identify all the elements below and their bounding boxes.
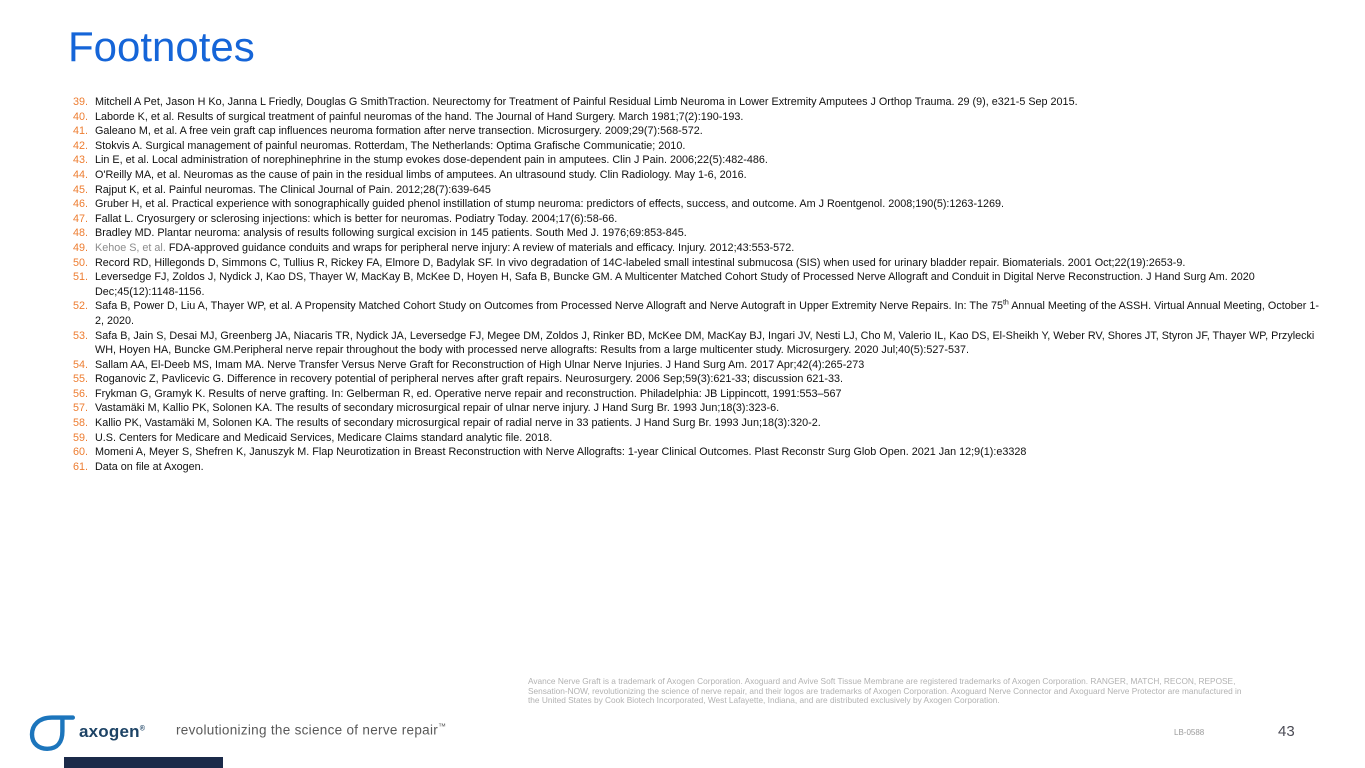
bottom-accent-bar <box>64 757 223 768</box>
footnote-text: Momeni A, Meyer S, Shefren K, Januszyk M. Flap Neurotization in Breast Reconstruction with Nerve Allografts: 1-year Clinical Outcomes. Plast Reconstr Surg Glob Open. 2021 Jan 12;9(1):e3328 <box>95 446 1027 459</box>
footnote-text: Galeano M, et al. A free vein graft cap influences neuroma formation after nerve transection. Microsurgery. 2009;29(7):568-572. <box>95 125 703 138</box>
footnote-item <box>68 124 1326 139</box>
brand-name: axogen <box>79 722 140 741</box>
footnotes-list <box>68 95 1326 474</box>
footnote-text: Bradley MD. Plantar neuroma: analysis of results following surgical excision in 145 patients. South Med J. 1976;69:853-845. <box>95 227 687 240</box>
footnote-number: 46. <box>72 198 88 211</box>
footnote-number: 55. <box>72 373 88 386</box>
legal-text: Avance Nerve Graft is a trademark of Axogen Corporation. Axoguard and Avive Soft Tissue Membrane are registered trademarks of Axogen Corporation. RANGER, MATCH, RECON, REPOSE, Sensation-NOW, revolutionizing the science of nerve repair, and their logos are trademarks of Axogen Corporation. Axoguard Nerve Connector and Axoguard Nerve Protector are manufactured in the United States by Cook Biotech Incorporated, West Lafayette, Indiana, and are distributed exclusively by Axogen Corporation. <box>528 676 1242 706</box>
footnote-text: U.S. Centers for Medicare and Medicaid Services, Medicare Claims standard analytic file. 2018. <box>95 431 553 444</box>
footnote-item <box>68 372 1326 387</box>
footnote-number: 50. <box>72 256 88 269</box>
footnote-item <box>68 329 1326 358</box>
footnote-item <box>68 110 1326 125</box>
footnote-text: Kallio PK, Vastamäki M, Solonen KA. The results of secondary microsurgical repair of radial nerve in 33 patients. J Hand Surg Br. 1993 Jun;18(3):320-2. <box>95 417 821 430</box>
footnote-text: O'Reilly MA, et al. Neuromas as the cause of pain in the residual limbs of amputees. An ultrasound study. Clin Radiology. May 1-6, 2016. <box>95 168 747 181</box>
trademark-mark: ™ <box>438 722 447 731</box>
footnote-text: Data on file at Axogen. <box>95 460 204 473</box>
footnote-number: 58. <box>72 417 88 430</box>
footnote-item <box>68 139 1326 154</box>
footnote-item <box>68 416 1326 431</box>
footnote-text: Kehoe S, et al. FDA-approved guidance conduits and wraps for peripheral nerve injury: A review of materials and efficacy. Injury. 2012;43:553-572. <box>95 241 795 254</box>
footnote-number: 47. <box>72 212 88 225</box>
footnote-item <box>68 153 1326 168</box>
footnote-text: Safa B, Power D, Liu A, Thayer WP, et al. A Propensity Matched Cohort Study on Outcomes from Processed Nerve Allograft and Nerve Autograft in Upper Extremity Nerve Repairs. In: The 75th Annual Meeting of the ASSH. Virtual Annual Meeting, October 1-2, 2020. <box>95 299 1319 327</box>
footnote-text: Record RD, Hillegonds D, Simmons C, Tullius R, Rickey FA, Elmore D, Badylak SF. In vivo degradation of 14C-labeled small intestinal submucosa (SIS) when used for urinary bladder repair. Biomaterials. 2001 Oct;22(19):2653-9. <box>95 256 1186 269</box>
footnote-number: 57. <box>72 402 88 415</box>
footnote-item <box>68 256 1326 271</box>
footnote-item <box>68 241 1326 256</box>
registered-mark: ® <box>139 725 146 733</box>
footnote-number: 51. <box>72 271 88 284</box>
footnote-item <box>68 95 1326 110</box>
footnote-item <box>68 387 1326 402</box>
footnote-text: Roganovic Z, Pavlicevic G. Difference in recovery potential of peripheral nerves after graft repairs. Neurosurgery. 2006 Sep;59(3):621-33; discussion 621-33. <box>95 373 843 386</box>
footnote-number: 40. <box>72 110 88 123</box>
tagline-text: revolutionizing the science of nerve repair <box>176 722 439 738</box>
footnote-number: 41. <box>72 125 88 138</box>
footnote-number: 49. <box>72 241 88 254</box>
footnote-item <box>68 431 1326 446</box>
page-number: 43 <box>1278 723 1295 740</box>
footnote-number: 39. <box>72 96 88 108</box>
tagline <box>176 722 446 738</box>
footnote-text: Safa B, Jain S, Desai MJ, Greenberg JA, Niacaris TR, Nydick JA, Leversedge FJ, Megee DM, Zoldos J, Rinker BD, McKee DM, MacKay BJ, Ingari JV, Nesti LJ, Cho M, Valerio IL, Kao DS, El-Sheikh Y, Weber RV, Shores JT, Styron JF, Thayer WP, Przylecki WH, Hoyen HA, Buncke GM.Peripheral nerve repair throughout the body with processed nerve allografts: Results from a large multicenter study. Microsurgery. 2020 Jul;40(5):527-537. <box>95 329 1315 357</box>
footnote-text: Mitchell A Pet, Jason H Ko, Janna L Friedly, Douglas G SmithTraction. Neurectomy for Treatment of Painful Residual Limb Neuroma in Lower Extremity Amputees J Orthop Trauma. 29 (9), e321-5 Sep 2015. <box>95 96 1078 108</box>
footnote-number: 52. <box>72 300 88 313</box>
footnote-number: 45. <box>72 183 88 196</box>
footnote-text: Gruber H, et al. Practical experience with sonographically guided phenol instillation of stump neuroma: predictors of effects, success, and outcome. Am J Roentgenol. 2008;190(5):1263-1269. <box>95 198 1005 211</box>
footnote-item <box>68 226 1326 241</box>
footnote-text: Sallam AA, El-Deeb MS, Imam MA. Nerve Transfer Versus Nerve Graft for Reconstruction of High Ulnar Nerve Injuries. J Hand Surg Am. 2017 Apr;42(4):265-273 <box>95 358 865 371</box>
footnote-number: 60. <box>72 446 88 459</box>
footnote-text: Leversedge FJ, Zoldos J, Nydick J, Kao DS, Thayer W, MacKay B, McKee D, Hoyen H, Safa B, Buncke GM. A Multicenter Matched Cohort Study of Processed Nerve Allograft and Conduit in Digital Nerve Reconstruction. J Hand Surg Am. 2020 Dec;45(12):1148-1156. <box>95 271 1255 298</box>
footnote-number: 54. <box>72 358 88 371</box>
footnote-item <box>68 460 1326 475</box>
page-title: Footnotes <box>68 23 255 70</box>
footnote-number: 48. <box>72 227 88 240</box>
footnote-number: 53. <box>72 329 88 342</box>
footnote-text: Frykman G, Gramyk K. Results of nerve grafting. In: Gelberman R, ed. Operative nerve repair and reconstruction. Philadelphia: JB Lippincott, 1991:553–567 <box>95 387 842 400</box>
footnote-text: Vastamäki M, Kallio PK, Solonen KA. The results of secondary microsurgical repair of ulnar nerve injury. J Hand Surg Br. 1993 Jun;18(3):323-6. <box>95 402 780 415</box>
footnote-number: 59. <box>72 431 88 444</box>
footnote-text: Fallat L. Cryosurgery or sclerosing injections: which is better for neuromas. Podiatry Today. 2004;17(6):58-66. <box>95 212 618 225</box>
footnote-item <box>68 168 1326 183</box>
footnote-item <box>68 401 1326 416</box>
footnote-item <box>68 270 1326 299</box>
footnote-text: Stokvis A. Surgical management of painful neuromas. Rotterdam, The Netherlands: Optima Grafische Communicatie; 2010. <box>95 139 686 152</box>
footnote-text: Laborde K, et al. Results of surgical treatment of painful neuromas of the hand. The Journal of Hand Surgery. March 1981;7(2):190-193. <box>95 110 744 123</box>
footnote-number: 61. <box>72 460 88 473</box>
footnote-number: 56. <box>72 387 88 400</box>
footnote-item <box>68 358 1326 373</box>
brand-wordmark <box>79 722 145 742</box>
footnote-item <box>68 183 1326 198</box>
footnote-number: 42. <box>72 139 88 152</box>
footnote-item <box>68 445 1326 460</box>
axogen-a-icon <box>28 708 76 756</box>
footnote-item <box>68 212 1326 227</box>
axogen-logo <box>28 706 145 758</box>
footnote-number: 43. <box>72 154 88 167</box>
footnote-text: Rajput K, et al. Painful neuromas. The Clinical Journal of Pain. 2012;28(7):639-645 <box>95 183 491 196</box>
footnote-number: 44. <box>72 168 88 181</box>
document-code: LB-0588 <box>1174 728 1205 737</box>
footnote-item <box>68 299 1326 328</box>
footnote-item <box>68 197 1326 212</box>
footnote-text: Lin E, et al. Local administration of norephinephrine in the stump evokes dose-dependent pain in amputees. Clin J Pain. 2006;22(5):482-486. <box>95 154 768 167</box>
